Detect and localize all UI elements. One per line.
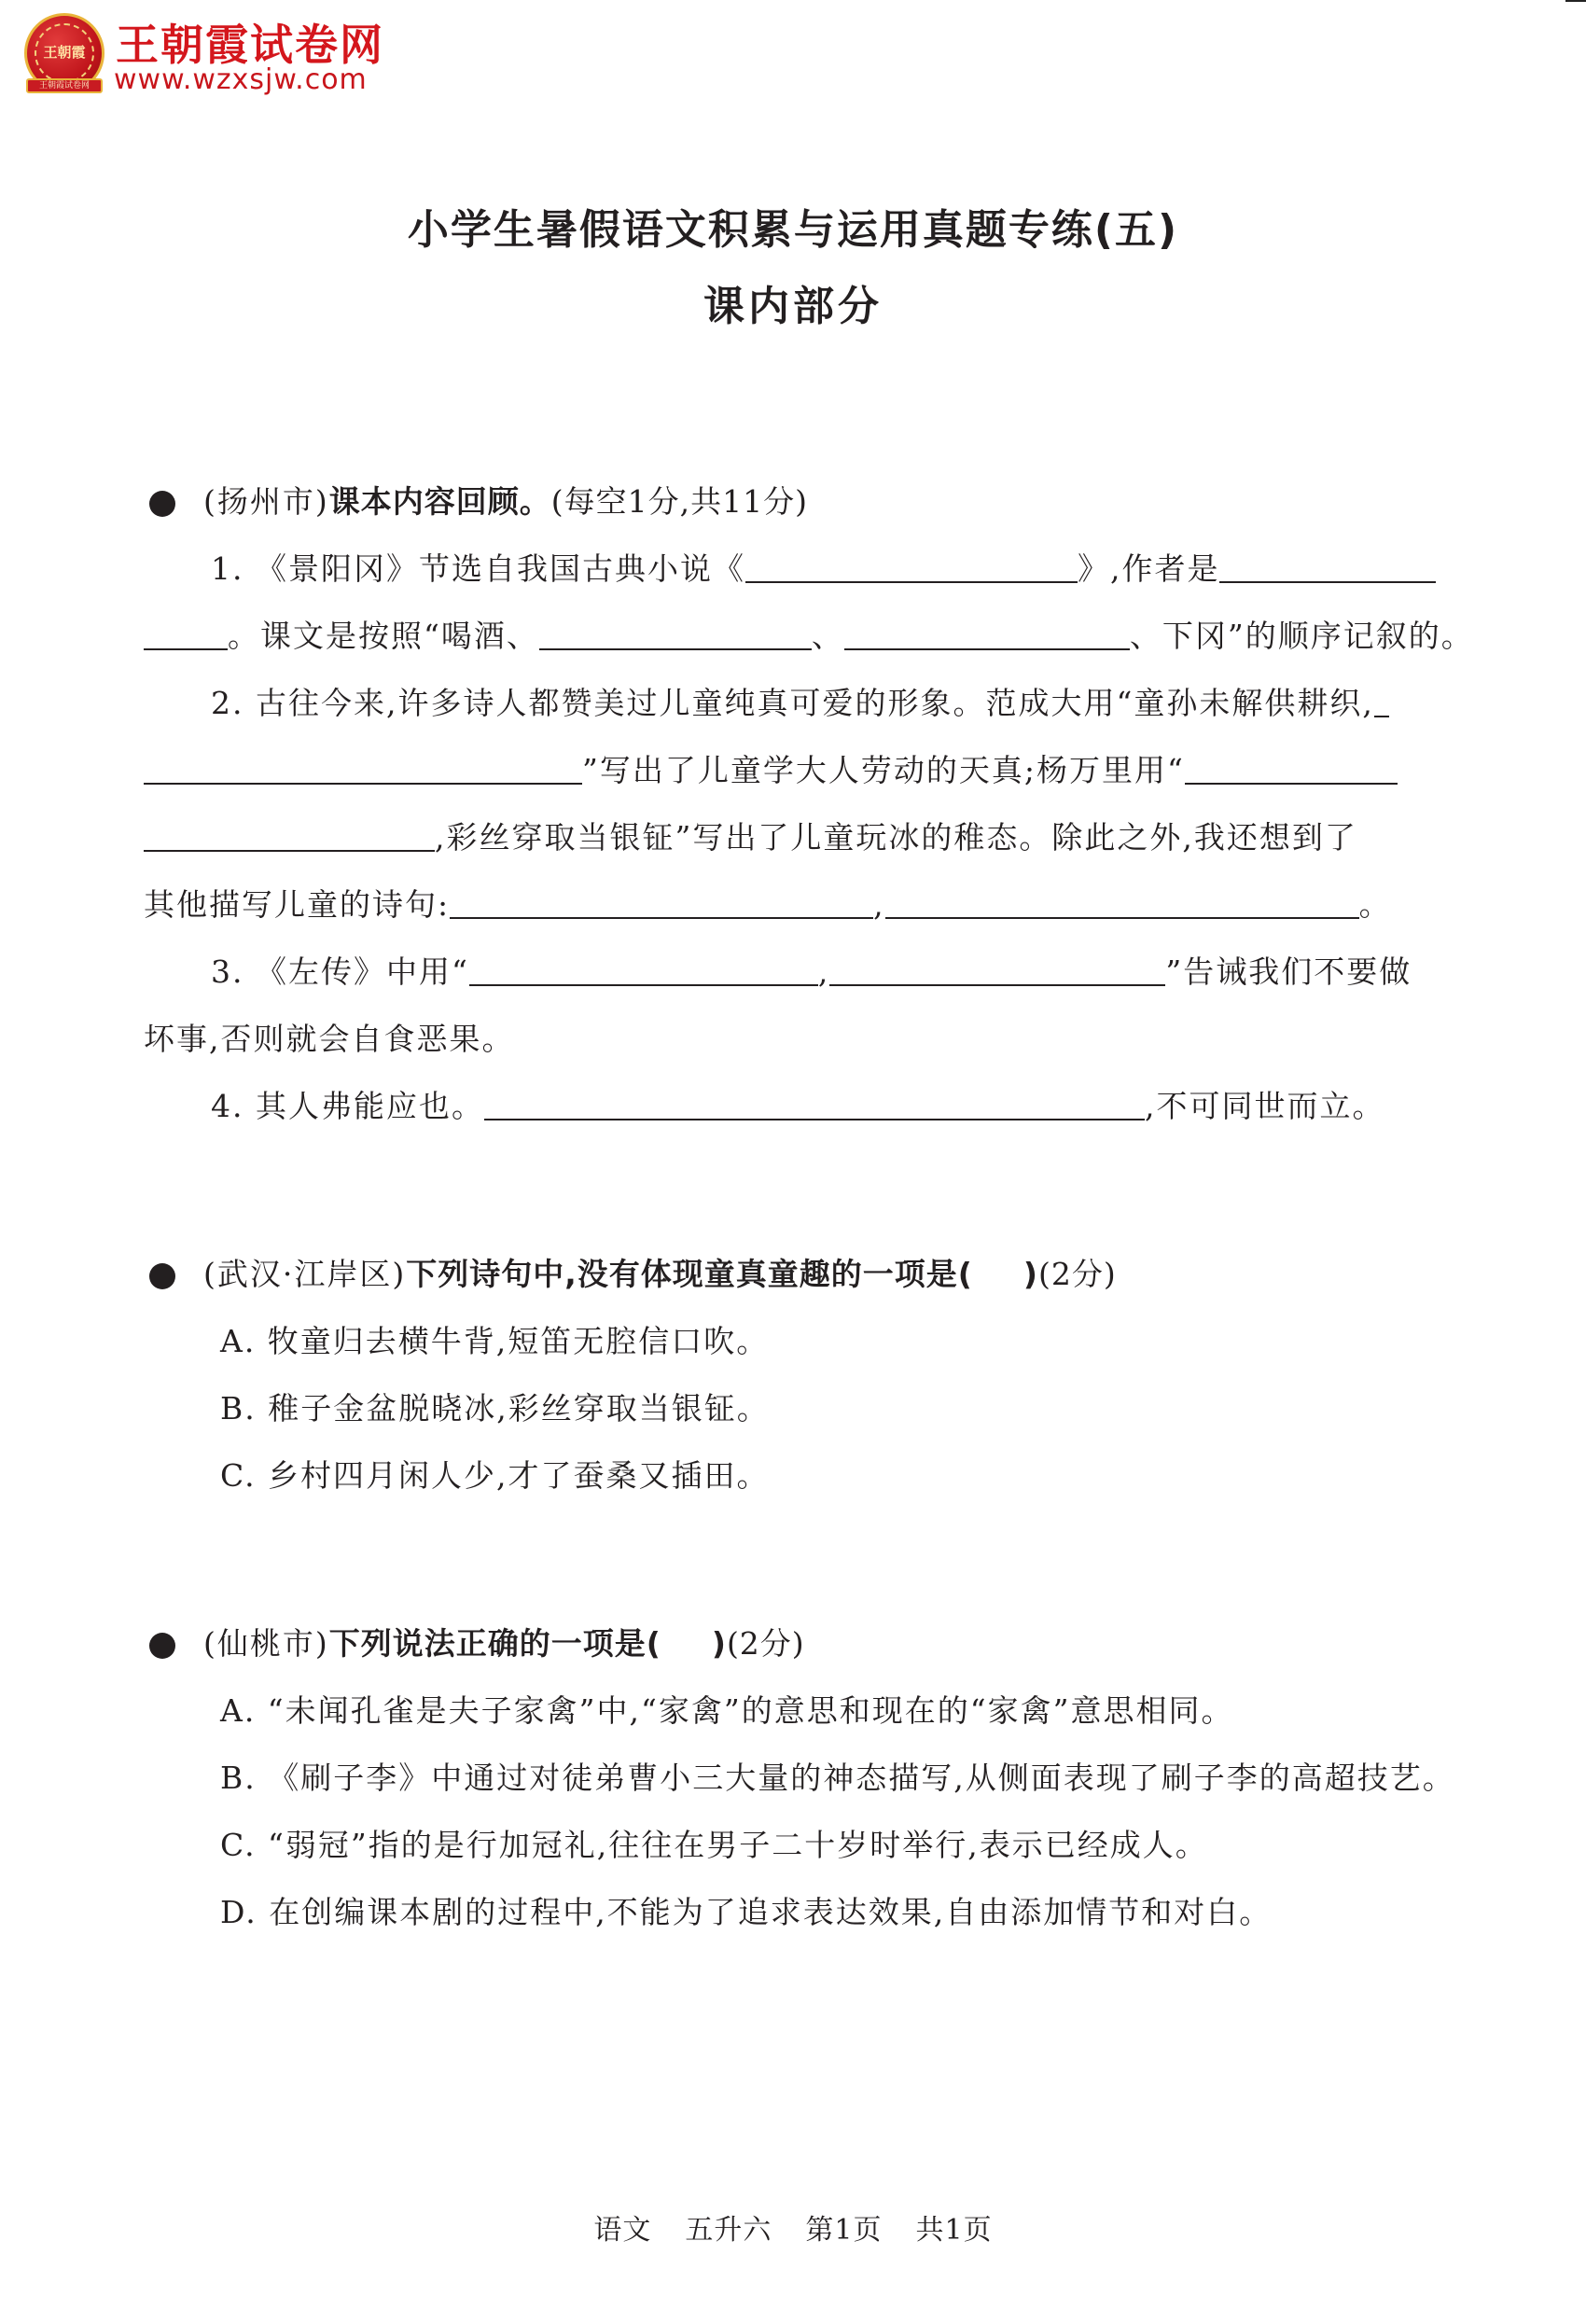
question-score: (2分): [1037, 1256, 1117, 1292]
answer-blank[interactable]: [745, 553, 1078, 583]
line-text: 4. 其人弗能应也。: [211, 1088, 484, 1124]
line-text: 、下冈”的顺序记叙的。: [1129, 618, 1474, 654]
footer-grade: 五升六: [685, 2214, 772, 2247]
option-c[interactable]: C. 乡村四月闲人少,才了蚕桑又插田。: [220, 1457, 770, 1494]
seal-text: 王朝霞: [35, 23, 94, 83]
answer-blank[interactable]: [539, 620, 812, 650]
question-line: [144, 871, 1446, 939]
line-text: ”告诫我们不要做: [1165, 953, 1412, 990]
option-d[interactable]: D. 在创编课本剧的过程中,不能为了追求表达效果,自由添加情节和对白。: [220, 1894, 1273, 1930]
option-b[interactable]: B. 《刷子李》中通过对徒弟曹小三大量的神态描写,从侧面表现了刷子李的高超技艺。: [220, 1760, 1455, 1796]
answer-blank[interactable]: [469, 956, 818, 986]
brand-name: 王朝霞试卷网: [116, 20, 384, 70]
answer-blank[interactable]: [844, 620, 1130, 650]
question-text-end: ): [1023, 1256, 1038, 1292]
corner-mark: [1565, 0, 1586, 2]
question-line: [144, 1073, 1446, 1140]
answer-blank[interactable]: [144, 822, 435, 852]
line-text: 、: [811, 618, 844, 654]
question-text-end: ): [711, 1625, 727, 1662]
question-heading: [144, 468, 1446, 536]
answer-blank[interactable]: [450, 889, 873, 919]
line-text: ,不可同世而立。: [1144, 1088, 1385, 1124]
bullet-icon: [149, 1633, 175, 1659]
answer-blank[interactable]: [144, 620, 228, 650]
line-text: 坏事,否则就会自食恶果。: [144, 1021, 515, 1057]
line-text: 2. 古往今来,许多诗人都赞美过儿童纯真可爱的形象。范成大用“童孙未解供耕织,: [211, 685, 1374, 721]
question-line: [144, 536, 1446, 603]
question-line: [144, 939, 1446, 1006]
line-text: 其他描写儿童的诗句:: [144, 886, 451, 923]
question-line: [144, 603, 1474, 670]
option-b[interactable]: B. 稚子金盆脱晓冰,彩丝穿取当银钲。: [220, 1390, 770, 1426]
page-subtitle: 课内部分: [703, 283, 883, 330]
line-text: ,彩丝穿取当银钲”写出了儿童玩冰的稚态。除此之外,我还想到了: [435, 819, 1357, 856]
question-region: (仙桃市): [203, 1625, 329, 1662]
line-text: 1. 《景阳冈》节选自我国古典小说《: [211, 550, 745, 587]
question-score: (每空1分,共11分): [550, 483, 808, 520]
exam-body: [144, 468, 1474, 1946]
answer-blank[interactable]: [484, 1091, 1145, 1120]
question-section-3: [144, 1610, 1455, 1946]
question-region: (武汉·江岸区): [203, 1256, 407, 1292]
question-section-1: [144, 468, 1474, 1140]
line-text: ,: [873, 886, 885, 923]
answer-blank[interactable]: [1185, 755, 1398, 785]
question-region: (扬州市): [203, 483, 329, 520]
page-title: 小学生暑假语文积累与运用真题专练(五): [407, 206, 1179, 254]
footer-subject: 语文: [593, 2214, 652, 2247]
answer-blank[interactable]: [885, 889, 1359, 919]
question-text: 课本内容回顾。: [328, 483, 551, 520]
line-text: 3. 《左传》中用“: [211, 953, 469, 990]
seal-ribbon: 王朝霞试卷网: [26, 78, 103, 93]
line-text: 。: [1358, 886, 1392, 923]
answer-blank[interactable]: [1374, 688, 1389, 717]
question-line: [144, 737, 1446, 804]
brand-url[interactable]: www.wzxsjw.com: [114, 63, 368, 96]
bullet-icon: [149, 1263, 175, 1289]
line-text: ”写出了儿童学大人劳动的天真;杨万里用“: [582, 752, 1185, 788]
page-footer: [0, 2206, 1586, 2247]
option-a[interactable]: A. 牧童归去横牛背,短笛无腔信口吹。: [220, 1323, 770, 1359]
site-logo[interactable]: [24, 9, 397, 103]
question-text: 下列诗句中,没有体现童真童趣的一项是(: [406, 1256, 973, 1292]
question-heading: [144, 1610, 1446, 1677]
line-text: ,: [817, 953, 830, 990]
answer-blank[interactable]: [1219, 553, 1436, 583]
question-line: [144, 670, 1446, 737]
line-text: 。课文是按照“喝酒、: [228, 618, 539, 654]
option-c[interactable]: C. “弱冠”指的是行加冠礼,往往在男子二十岁时举行,表示已经成人。: [220, 1827, 1208, 1863]
option-a[interactable]: A. “未闻孔雀是夫子家禽”中,“家禽”的意思和现在的“家禽”意思相同。: [220, 1692, 1234, 1729]
question-heading: [144, 1241, 1446, 1308]
question-score: (2分): [726, 1625, 805, 1662]
line-text: 》,作者是: [1077, 550, 1220, 587]
question-section-2: [144, 1241, 1446, 1510]
footer-page-total: 共1页: [915, 2214, 993, 2247]
question-line: [144, 804, 1446, 871]
answer-blank[interactable]: [829, 956, 1165, 986]
footer-page-number: 第1页: [805, 2214, 883, 2247]
answer-blank[interactable]: [144, 755, 582, 785]
bullet-icon: [149, 491, 175, 517]
question-text: 下列说法正确的一项是(: [328, 1625, 661, 1662]
question-line: [144, 1006, 1446, 1073]
